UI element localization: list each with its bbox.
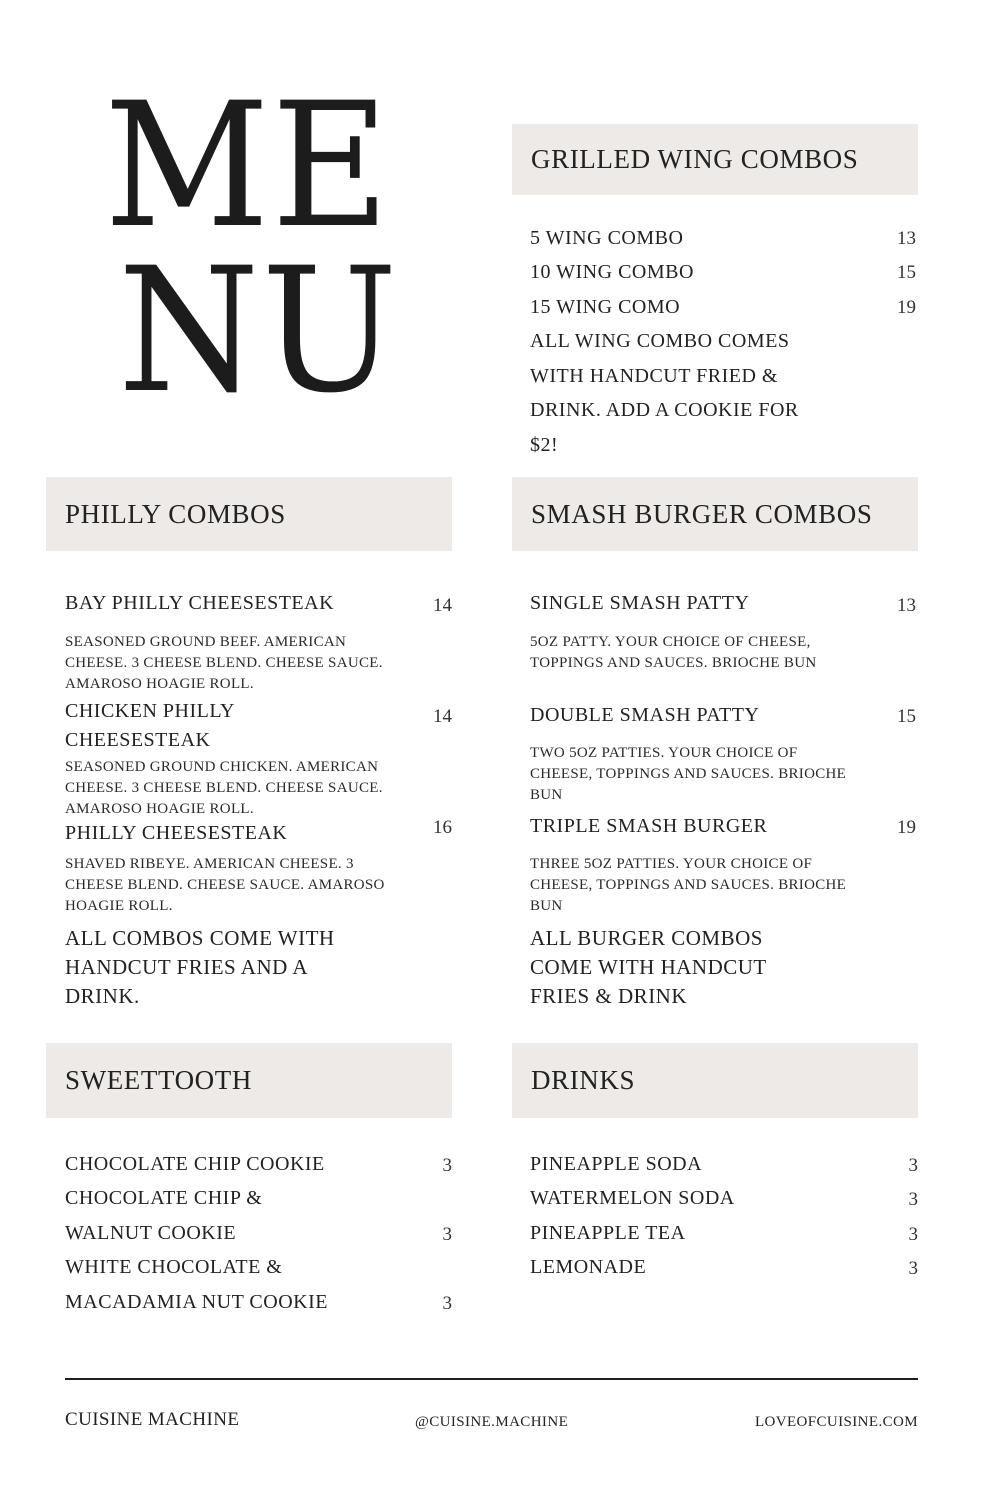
drinks-item-name: PINEAPPLE TEA: [530, 1222, 686, 1244]
footer-social-handle[interactable]: @CUISINE.MACHINE: [415, 1414, 569, 1430]
burger-note: ALL BURGER COMBOS COME WITH HANDCUT FRIES & DRINK: [530, 926, 767, 1008]
wings-note: ALL WING COMBO COMES WITH HANDCUT FRIED & DRINK. ADD A COOKIE FOR $2!: [530, 330, 799, 456]
footer-website-link[interactable]: LOVEOFCUISINE.COM: [754, 1414, 918, 1430]
wings-item-name: 5 WING COMBO: [530, 227, 684, 249]
wings-item-price: 19: [897, 297, 916, 318]
philly-item-desc: SEASONED GROUND BEEF. AMERICAN CHEESE. 3 CHEESE BLEND. CHEESE SAUCE. AMAROSO HOAGIE ROLL.: [65, 634, 383, 692]
sweet-item-name: WALNUT COOKIE: [65, 1222, 237, 1244]
sweet-item-price: 3: [442, 1155, 452, 1176]
drinks-item-price: 3: [908, 1224, 918, 1245]
philly-item-price: 14: [433, 595, 452, 616]
menu-title-line-1: ME: [104, 65, 392, 266]
wings-heading: GRILLED WING COMBOS: [512, 124, 918, 195]
sweet-item-name: CHOCOLATE CHIP &: [65, 1187, 263, 1209]
philly-item-name: BAY PHILLY CHEESESTEAK: [65, 592, 335, 614]
burger-item-name: DOUBLE SMASH PATTY: [530, 704, 760, 726]
menu-title-line-2: NU: [118, 230, 400, 431]
wings-item-price: 13: [897, 228, 916, 249]
burger-item-desc: 5OZ PATTY. YOUR CHOICE OF CHEESE, TOPPINGS AND SAUCES. BRIOCHE BUN: [530, 634, 817, 671]
burger-item-price: 19: [897, 817, 916, 838]
burger-item-desc: THREE 5OZ PATTIES. YOUR CHOICE OF CHEESE, TOPPINGS AND SAUCES. BRIOCHE BUN: [530, 856, 847, 914]
sweet-item-name: MACADAMIA NUT COOKIE: [65, 1291, 328, 1313]
sweet-heading: SWEETTOOTH: [46, 1043, 452, 1118]
philly-heading: PHILLY COMBOS: [46, 477, 452, 551]
drinks-item-price: 3: [908, 1258, 918, 1279]
drinks-item-name: WATERMELON SODA: [530, 1187, 735, 1209]
drinks-item-name: LEMONADE: [530, 1256, 647, 1278]
footer-brand: CUISINE MACHINE: [65, 1409, 240, 1430]
sweet-item-price: 3: [442, 1293, 452, 1314]
burger-heading: SMASH BURGER COMBOS: [512, 477, 918, 551]
philly-note: ALL COMBOS COME WITH HANDCUT FRIES AND A DRINK.: [65, 926, 335, 1008]
sweet-item-name: CHOCOLATE CHIP COOKIE: [65, 1153, 325, 1175]
drinks-item-price: 3: [908, 1189, 918, 1210]
sweet-item-name: WHITE CHOCOLATE &: [65, 1256, 283, 1278]
wings-item-name: 10 WING COMBO: [530, 261, 694, 283]
burger-item-price: 15: [897, 706, 916, 727]
drinks-item-name: PINEAPPLE SODA: [530, 1153, 703, 1175]
sweet-item-price: 3: [442, 1224, 452, 1245]
burger-item-price: 13: [897, 595, 916, 616]
burger-item-desc: TWO 5OZ PATTIES. YOUR CHOICE OF CHEESE, TOPPINGS AND SAUCES. BRIOCHE BUN: [530, 745, 847, 803]
wings-item-name: 15 WING COMO: [530, 296, 681, 318]
philly-item-desc: SEASONED GROUND CHICKEN. AMERICAN CHEESE. 3 CHEESE BLEND. CHEESE SAUCE. AMAROSO HOAGIE ROLL.: [65, 759, 383, 817]
burger-item-name: SINGLE SMASH PATTY: [530, 592, 750, 614]
burger-item-name: TRIPLE SMASH BURGER: [530, 815, 768, 837]
drinks-heading: DRINKS: [512, 1043, 918, 1118]
philly-item-desc: SHAVED RIBEYE. AMERICAN CHEESE. 3 CHEESE BLEND. CHEESE SAUCE. AMAROSO HOAGIE ROLL.: [65, 856, 385, 914]
philly-item-name: PHILLY CHEESESTEAK: [65, 822, 288, 844]
wings-item-price: 15: [897, 262, 916, 283]
drinks-item-price: 3: [908, 1155, 918, 1176]
philly-item-price: 16: [433, 817, 452, 838]
philly-item-price: 14: [433, 706, 452, 727]
footer-divider: [65, 1378, 918, 1380]
philly-item-name: CHICKEN PHILLY CHEESESTEAK: [65, 700, 235, 751]
